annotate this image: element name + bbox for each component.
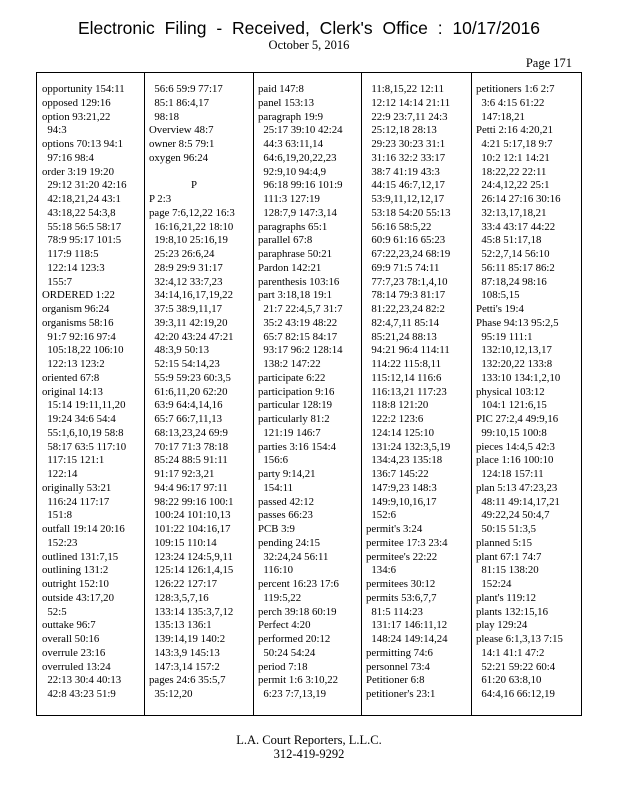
index-line: 122:2 123:6 xyxy=(366,413,424,425)
index-line: 55:18 56:5 58:17 xyxy=(42,220,122,233)
index-line: 92:9,10 94:4,9 xyxy=(258,165,327,178)
index-line: 124:14 125:10 xyxy=(366,426,435,439)
column-divider xyxy=(253,73,254,715)
index-line: 154:11 xyxy=(258,481,293,494)
index-line: P 2:3 xyxy=(149,193,172,205)
index-line: 64:4,16 66:12,19 xyxy=(476,688,555,700)
index-line: 68:13,23,24 69:9 xyxy=(149,426,228,439)
index-line: 58:17 63:5 117:10 xyxy=(42,440,127,453)
index-line: please 6:1,3,13 7:15 xyxy=(476,633,563,645)
index-line: 56:16 58:5,22 xyxy=(366,220,432,233)
index-line: performed 20:12 xyxy=(258,633,331,645)
index-line: 128:3,5,7,16 xyxy=(149,591,209,604)
index-line: party 9:14,21 xyxy=(258,468,316,480)
index-line: 122:14 123:3 xyxy=(42,261,105,274)
index-line: 14:1 41:1 47:2 xyxy=(476,646,545,659)
index-line: 70:17 71:3 78:18 xyxy=(149,440,229,453)
index-line: 16:16,21,22 18:10 xyxy=(149,220,234,233)
index-line: 101:22 104:16,17 xyxy=(149,523,231,535)
index-line: period 7:18 xyxy=(258,660,308,673)
index-line: original 14:13 xyxy=(42,385,103,398)
index-line: 6:23 7:7,13,19 xyxy=(258,688,327,700)
index-line: 56:6 59:9 77:17 xyxy=(149,83,223,95)
index-line: 28:9 29:9 31:17 xyxy=(149,261,223,274)
index-line: physical 103:12 xyxy=(476,385,545,398)
index-line: 69:9 71:5 74:11 xyxy=(366,261,440,274)
index-line: 25:23 26:6,24 xyxy=(149,248,215,260)
index-line: 52:15 54:14,23 xyxy=(149,358,220,370)
index-line: 91:17 92:3,21 xyxy=(149,468,215,480)
index-line: 78:9 95:17 101:5 xyxy=(42,234,122,247)
index-line: 29:12 31:20 42:16 xyxy=(42,179,127,192)
index-column-1 xyxy=(42,83,127,702)
index-line: owner 8:5 79:1 xyxy=(149,138,215,150)
index-line: 26:14 27:16 30:16 xyxy=(476,193,561,205)
index-line: 49:22,24 50:4,7 xyxy=(476,509,550,522)
index-line: 12:12 14:14 21:11 xyxy=(366,96,451,109)
index-line: 38:7 41:19 43:3 xyxy=(366,165,440,178)
index-line: 15:14 19:11,11,20 xyxy=(42,399,126,412)
index-line: outright 152:10 xyxy=(42,578,109,590)
index-line: 19:8,10 25:16,19 xyxy=(149,234,228,247)
index-line: 116:10 xyxy=(258,564,293,577)
index-line: 94:4 96:17 97:11 xyxy=(149,481,228,494)
index-line: 53:18 54:20 55:13 xyxy=(366,206,451,219)
index-line: 60:9 61:16 65:23 xyxy=(366,234,446,247)
index-line: 29:23 30:23 31:1 xyxy=(366,138,446,150)
index-line: P xyxy=(191,179,198,192)
index-line: 56:11 85:17 86:2 xyxy=(476,261,555,274)
index-line: Petti's 19:4 xyxy=(476,303,524,315)
index-line: 116:24 117:17 xyxy=(42,495,110,508)
index-line: 121:19 146:7 xyxy=(258,426,321,439)
index-line: page 7:6,12,22 16:3 xyxy=(149,206,235,219)
index-line: particularly 81:2 xyxy=(258,413,330,425)
index-line: 134:6 xyxy=(366,564,396,577)
index-line: permitees 30:12 xyxy=(366,578,436,590)
index-line: 81:15 138:20 xyxy=(476,564,539,577)
index-line: 52:2,7,14 56:10 xyxy=(476,248,550,260)
index-line: 152:24 xyxy=(476,578,512,590)
index-line: 85:21,24 88:13 xyxy=(366,330,437,343)
index-line: 128:7,9 147:3,14 xyxy=(258,206,337,219)
index-line: petitioners 1:6 2:7 xyxy=(476,83,555,95)
index-line: 25:17 39:10 42:24 xyxy=(258,124,343,137)
index-line: oxygen 96:24 xyxy=(149,151,209,164)
index-line: 32:13,17,18,21 xyxy=(476,206,547,219)
index-line: 22:13 30:4 40:13 xyxy=(42,674,122,687)
index-line: 25:12,18 28:13 xyxy=(366,124,437,137)
index-column-3 xyxy=(258,83,343,702)
index-line: 132:20,22 133:8 xyxy=(476,358,553,370)
index-line: permitting 74:6 xyxy=(366,646,433,659)
index-line: 85:1 86:4,17 xyxy=(149,96,209,109)
index-line: 33:4 43:17 44:22 xyxy=(476,220,556,233)
index-line: 81:5 114:23 xyxy=(366,605,423,618)
index-line: 104:1 121:6,15 xyxy=(476,399,547,412)
index-line: 116:13,21 117:23 xyxy=(366,385,447,398)
index-line: 91:7 92:16 97:4 xyxy=(42,330,116,343)
index-line: 39:3,11 42:19,20 xyxy=(149,316,228,329)
index-line: pending 24:15 xyxy=(258,536,321,549)
index-line: 152:6 xyxy=(366,509,396,522)
index-line: 50:15 51:3,5 xyxy=(476,523,536,535)
index-line: 22:9 23:7,11 24:3 xyxy=(366,110,448,123)
index-line: 35:12,20 xyxy=(149,688,193,700)
index-line: Petitioner 6:8 xyxy=(366,674,425,687)
index-line: 119:5,22 xyxy=(258,591,302,604)
index-line: 147:9,23 148:3 xyxy=(366,481,437,494)
index-line: overall 50:16 xyxy=(42,633,100,645)
index-line: 156:6 xyxy=(258,454,288,467)
index-line: 45:8 51:17,18 xyxy=(476,234,542,247)
index-line: 42:8 43:23 51:9 xyxy=(42,688,116,700)
index-line: 42:18,21,24 43:1 xyxy=(42,193,121,205)
index-line: 93:17 96:2 128:14 xyxy=(258,344,343,357)
index-line: 132:10,12,13,17 xyxy=(476,344,552,357)
index-line: 37:5 38:9,11,17 xyxy=(149,303,223,315)
index-line: 122:14 xyxy=(42,468,78,480)
index-line: 133:14 135:3,7,12 xyxy=(149,605,234,618)
index-column-4 xyxy=(366,83,451,702)
index-line: perch 39:18 60:19 xyxy=(258,605,337,618)
index-line: permits 53:6,7,7 xyxy=(366,591,437,604)
index-line: 143:3,9 145:13 xyxy=(149,646,220,659)
index-column-2 xyxy=(149,83,235,702)
index-line: 35:2 43:19 48:22 xyxy=(258,316,338,329)
index-line: oriented 67:8 xyxy=(42,371,100,384)
index-line: 64:6,19,20,22,23 xyxy=(258,151,337,164)
index-line: PIC 27:2,4 49:9,16 xyxy=(476,413,559,425)
index-line: passed 42:12 xyxy=(258,495,315,508)
index-line: 4:21 5:17,18 9:7 xyxy=(476,138,553,150)
index-line: 3:6 4:15 61:22 xyxy=(476,96,545,109)
index-line: outlined 131:7,15 xyxy=(42,550,119,563)
index-line: passes 66:23 xyxy=(258,509,313,522)
index-line: overruled 13:24 xyxy=(42,660,111,673)
index-line: option 93:21,22 xyxy=(42,110,111,123)
index-line: organisms 58:16 xyxy=(42,316,114,329)
index-line: 98:22 99:16 100:1 xyxy=(149,495,234,508)
index-line: 155:7 xyxy=(42,275,72,288)
index-line: 115:12,14 116:6 xyxy=(366,371,442,384)
index-line: permit 1:6 3:10,22 xyxy=(258,674,339,687)
column-divider xyxy=(361,73,362,715)
index-line: 44:3 63:11,14 xyxy=(258,138,323,150)
index-line: 65:7 82:15 84:17 xyxy=(258,330,338,343)
index-line: 135:13 136:1 xyxy=(149,619,212,632)
index-line: order 3:19 19:20 xyxy=(42,165,114,178)
index-line: 43:18,22 54:3,8 xyxy=(42,206,116,219)
index-line: pieces 14:4,5 42:3 xyxy=(476,440,555,453)
index-line: 114:22 115:8,11 xyxy=(366,358,441,370)
index-line: 48:3,9 50:13 xyxy=(149,344,209,357)
index-line: participation 9:16 xyxy=(258,385,335,398)
index-line: paraphrase 50:21 xyxy=(258,248,333,260)
index-line: percent 16:23 17:6 xyxy=(258,578,339,590)
index-line: opportunity 154:11 xyxy=(42,83,125,95)
index-line: 100:24 101:10,13 xyxy=(149,509,231,522)
index-line xyxy=(149,166,235,180)
index-line: parallel 67:8 xyxy=(258,234,313,247)
index-line: particular 128:19 xyxy=(258,399,333,412)
index-line: personnel 73:4 xyxy=(366,660,430,673)
index-line: plants 132:15,16 xyxy=(476,605,548,618)
index-line: 131:24 132:3,5,19 xyxy=(366,440,451,453)
index-line: 133:10 134:1,2,10 xyxy=(476,371,561,384)
index-line: 122:13 123:2 xyxy=(42,358,105,370)
index-line: 85:24 88:5 91:11 xyxy=(149,454,228,467)
index-line: outlining 131:2 xyxy=(42,564,109,577)
index-line: 134:4,23 135:18 xyxy=(366,454,443,467)
index-line: petitioner's 23:1 xyxy=(366,688,436,700)
index-line: 55:9 59:23 60:3,5 xyxy=(149,371,231,384)
index-line: 52:21 59:22 60:4 xyxy=(476,660,556,673)
index-line: parties 3:16 154:4 xyxy=(258,440,336,453)
index-line: plan 5:13 47:23,23 xyxy=(476,481,558,494)
index-line: 61:20 63:8,10 xyxy=(476,674,542,687)
index-line: 95:19 111:1 xyxy=(476,330,533,343)
index-line: 124:18 157:11 xyxy=(476,468,544,480)
index-line: part 3:18,18 19:1 xyxy=(258,289,333,302)
reporter-company: L.A. Court Reporters, L.L.C. xyxy=(236,733,382,747)
index-line: plant 67:1 74:7 xyxy=(476,550,542,563)
index-line: 117:9 118:5 xyxy=(42,248,99,260)
page-number: Page 171 xyxy=(525,56,572,70)
index-line: 67:22,23,24 68:19 xyxy=(366,248,451,260)
index-line: outfall 19:14 20:16 xyxy=(42,523,125,535)
index-line: paragraphs 65:1 xyxy=(258,220,328,233)
index-line: 52:5 xyxy=(42,605,67,618)
index-line: Overview 48:7 xyxy=(149,124,214,137)
index-line: 19:24 34:6 54:4 xyxy=(42,413,116,425)
index-line: 50:24 54:24 xyxy=(258,646,316,659)
index-line: 99:10,15 100:8 xyxy=(476,426,547,439)
filing-stamp-header: Electronic Filing - Received, Clerk's Office : 10/17/2016 xyxy=(77,18,541,38)
index-line: opposed 129:16 xyxy=(42,96,111,109)
index-line: 18:22,22 22:11 xyxy=(476,165,547,178)
column-divider xyxy=(144,73,145,715)
index-line: 123:24 124:5,9,11 xyxy=(149,550,233,563)
index-line: participate 6:22 xyxy=(258,371,326,384)
index-line: Phase 94:13 95:2,5 xyxy=(476,316,559,329)
index-line: PCB 3:9 xyxy=(258,523,295,535)
index-line: 82:4,7,11 85:14 xyxy=(366,316,440,329)
index-line: 105:18,22 106:10 xyxy=(42,344,124,357)
index-line: 131:17 146:11,12 xyxy=(366,619,448,632)
index-line: parenthesis 103:16 xyxy=(258,275,340,288)
index-line: 94:21 96:4 114:11 xyxy=(366,344,450,357)
hearing-date: October 5, 2016 xyxy=(268,38,350,52)
index-line: 65:7 66:7,11,13 xyxy=(149,413,223,425)
index-line: 21:7 22:4,5,7 31:7 xyxy=(258,303,343,315)
index-line: 111:3 127:19 xyxy=(258,193,320,205)
index-line: 77:7,23 78:1,4,10 xyxy=(366,275,448,288)
index-line: place 1:16 100:10 xyxy=(476,454,554,467)
index-line: 32:4,12 33:7,23 xyxy=(149,275,223,288)
index-line: organism 96:24 xyxy=(42,303,110,315)
index-line: permit's 3:24 xyxy=(366,523,423,535)
index-line: 94:3 xyxy=(42,124,67,137)
index-line: 10:2 12:1 14:21 xyxy=(476,151,550,164)
index-line: planned 5:15 xyxy=(476,536,533,549)
index-line: 97:16 98:4 xyxy=(42,151,94,164)
index-line: 125:14 126:1,4,15 xyxy=(149,564,234,577)
index-line: permitee 17:3 23:4 xyxy=(366,536,448,549)
index-line: 108:5,15 xyxy=(476,289,520,302)
index-line: 48:11 49:14,17,21 xyxy=(476,495,560,508)
index-line: originally 53:21 xyxy=(42,481,112,494)
index-line: 34:14,16,17,19,22 xyxy=(149,289,233,302)
index-line: 53:9,11,12,12,17 xyxy=(366,193,445,205)
index-line: 55:1,6,10,19 58:8 xyxy=(42,426,124,439)
index-line: outside 43:17,20 xyxy=(42,591,114,604)
index-line: 78:14 79:3 81:17 xyxy=(366,289,446,302)
index-line: permitee's 22:22 xyxy=(366,550,438,563)
index-line: 11:8,15,22 12:11 xyxy=(366,83,445,95)
index-line: 24:4,12,22 25:1 xyxy=(476,179,550,192)
index-line: 152:23 xyxy=(42,536,78,549)
index-line: ORDERED 1:22 xyxy=(42,289,115,302)
index-line: 61:6,11,20 62:20 xyxy=(149,385,228,398)
index-line: 117:15 121:1 xyxy=(42,454,105,467)
index-line: 42:20 43:24 47:21 xyxy=(149,330,234,343)
index-line: 32:24,24 56:11 xyxy=(258,550,329,563)
index-line: 147:18,21 xyxy=(476,110,525,123)
index-line: 126:22 127:17 xyxy=(149,578,218,590)
index-line: pages 24:6 35:5,7 xyxy=(149,674,226,687)
column-divider xyxy=(471,73,472,715)
index-line: 87:18,24 98:16 xyxy=(476,275,547,288)
index-line: Pardon 142:21 xyxy=(258,261,322,274)
index-line: outtake 96:7 xyxy=(42,619,96,632)
index-line: 98:18 xyxy=(149,110,179,123)
index-line: paid 147:8 xyxy=(258,83,304,95)
index-column-5 xyxy=(476,83,563,702)
index-line: plant's 119:12 xyxy=(476,591,537,604)
index-line: 151:8 xyxy=(42,509,72,522)
index-line: 63:9 64:4,14,16 xyxy=(149,399,223,412)
index-line: 136:7 145:22 xyxy=(366,468,429,480)
index-line: 31:16 32:2 33:17 xyxy=(366,151,446,164)
index-line: options 70:13 94:1 xyxy=(42,138,123,150)
index-line: 138:2 147:22 xyxy=(258,358,321,370)
index-line: 147:3,14 157:2 xyxy=(149,660,220,673)
index-line: 148:24 149:14,24 xyxy=(366,633,448,645)
index-line: paragraph 19:9 xyxy=(258,110,324,123)
index-line: 149:9,10,16,17 xyxy=(366,495,437,508)
index-line: 44:15 46:7,12,17 xyxy=(366,179,445,192)
index-line: play 129:24 xyxy=(476,619,528,632)
index-line: 96:18 99:16 101:9 xyxy=(258,179,343,192)
index-line: 118:8 121:20 xyxy=(366,399,429,412)
index-line: 139:14,19 140:2 xyxy=(149,633,226,645)
index-line: Petti 2:16 4:20,21 xyxy=(476,124,554,137)
reporter-phone: 312-419-9292 xyxy=(273,747,345,761)
index-line: Perfect 4:20 xyxy=(258,619,311,632)
index-line: 109:15 110:14 xyxy=(149,536,217,549)
index-line: 81:22,23,24 82:2 xyxy=(366,303,445,315)
index-line: panel 153:13 xyxy=(258,96,315,109)
word-index-frame xyxy=(36,72,582,716)
index-line: overrule 23:16 xyxy=(42,646,106,659)
